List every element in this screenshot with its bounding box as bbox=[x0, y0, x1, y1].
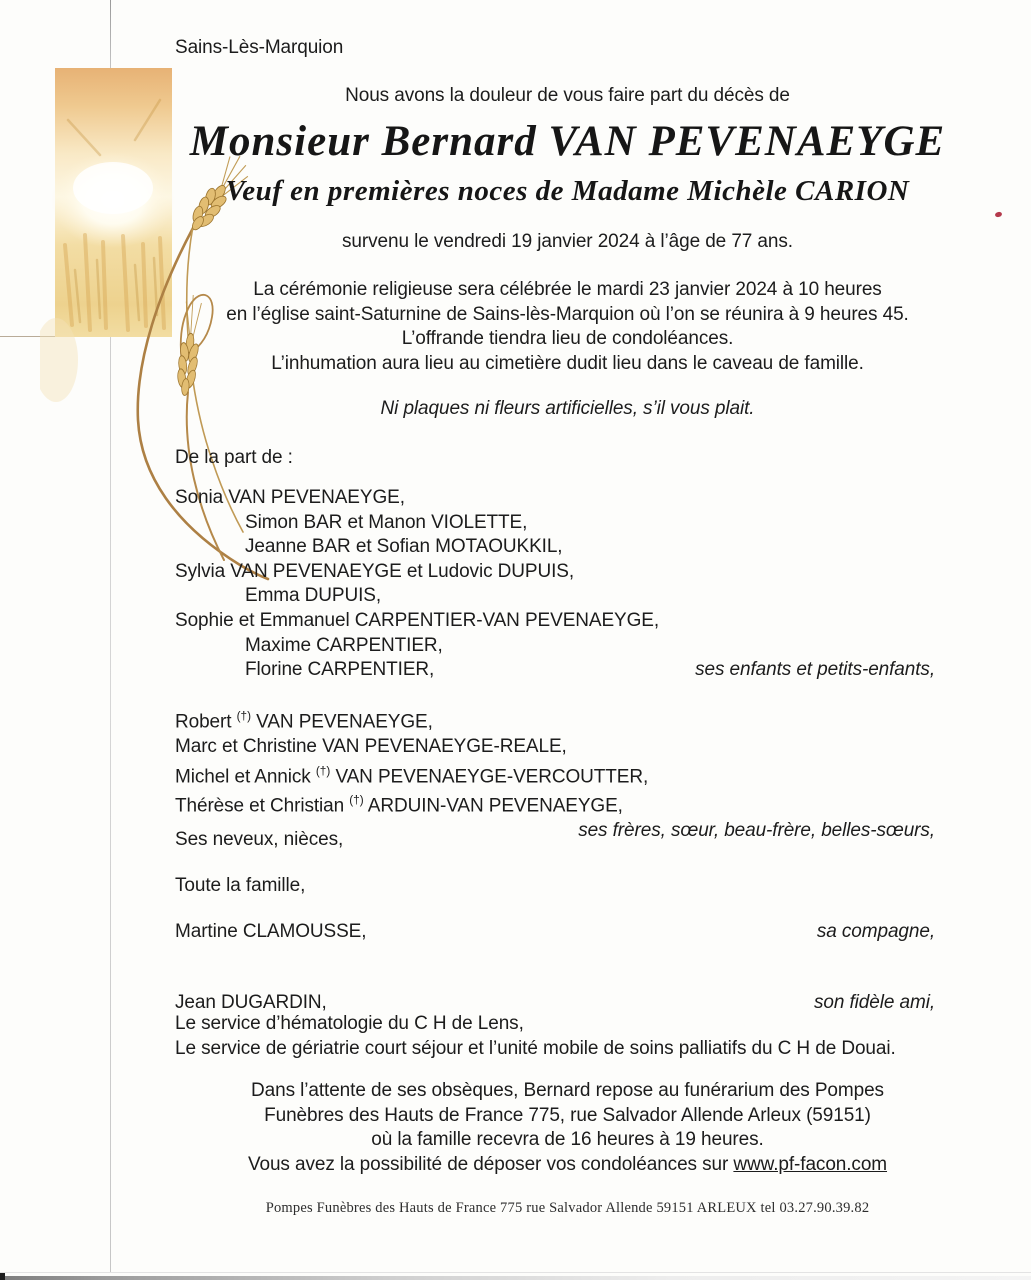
list-item: Simon BAR et Manon VIOLETTE, bbox=[245, 511, 528, 533]
family-line: Toute la famille, bbox=[175, 875, 306, 896]
closing-line: Dans l’attente de ses obsèques, Bernard repose au funérarium des Pompes bbox=[251, 1080, 884, 1101]
relation-friend: son fidèle ami, bbox=[813, 991, 935, 1013]
children-list bbox=[175, 486, 960, 683]
service-line: Le service d’hématologie du C H de Lens, bbox=[175, 1013, 524, 1034]
relation-children: ses enfants et petits-enfants, bbox=[695, 659, 935, 681]
ceremony-paragraph bbox=[175, 278, 960, 376]
list-item: Sophie et Emmanuel CARPENTIER-VAN PEVENAEYGE, bbox=[175, 609, 660, 631]
death-date-line: survenu le vendredi 19 janvier 2024 à l’âge de 77 ans. bbox=[342, 231, 793, 252]
ceremony-line: en l’église saint-Saturnine de Sains-lès-Marquion où l’on se réunira à 9 heures 45. bbox=[226, 303, 909, 325]
relation-companion: sa compagne, bbox=[816, 921, 935, 942]
from-label: De la part de : bbox=[175, 447, 293, 468]
ceremony-line: L’offrande tiendra lieu de condoléances. bbox=[401, 328, 734, 349]
list-item: Michel et Annick (†) VAN PEVENAEYGE-VERCOUTTER, bbox=[175, 764, 649, 787]
widower-subtitle: Veuf en premières noces de Madame Michèle CARION bbox=[225, 175, 910, 207]
relation-siblings: ses frères, sœur, beau-frère, belles-sœurs, bbox=[578, 820, 935, 842]
list-item: Marc et Christine VAN PEVENAEYGE-REALE, bbox=[175, 735, 567, 757]
companion-name: Martine CLAMOUSSE, bbox=[175, 921, 367, 942]
closing-line: où la famille recevra de 16 heures à 19 heures. bbox=[371, 1129, 764, 1150]
deceased-dagger: (†) bbox=[236, 710, 251, 723]
siblings-list bbox=[175, 705, 960, 844]
companion-line bbox=[175, 920, 960, 945]
friend-name: Jean DUGARDIN, bbox=[175, 991, 327, 1013]
list-item: Thérèse et Christian (†) ARDUIN-VAN PEVENAEYGE, bbox=[175, 794, 623, 817]
condolences-link[interactable]: www.pf-facon.com bbox=[733, 1153, 888, 1175]
funeral-home-footer: Pompes Funèbres des Hauts de France 775 rue Salvador Allende 59151 ARLEUX tel 03.27.90.39.82 bbox=[265, 1200, 870, 1216]
deceased-dagger: (†) bbox=[315, 764, 331, 778]
closing-line: Vous avez la possibilité de déposer vos condoléances sur www.pf-facon.com bbox=[247, 1153, 888, 1175]
red-ink-dot bbox=[994, 211, 1002, 218]
deceased-name-title: Monsieur Bernard VAN PEVENAEYGE bbox=[189, 118, 946, 165]
ceremony-line: L’inhumation aura lieu au cimetière dudit lieu dans le caveau de famille. bbox=[271, 352, 864, 374]
hospital-services bbox=[175, 1011, 960, 1061]
no-flowers-request: Ni plaques ni fleurs artificielles, s’il vous plait. bbox=[380, 398, 755, 419]
ceremony-line: La cérémonie religieuse sera célébrée le mardi 23 janvier 2024 à 10 heures bbox=[253, 279, 882, 300]
list-item: Jeanne BAR et Sofian MOTAOUKKIL, bbox=[245, 536, 563, 558]
list-item: Florine CARPENTIER, ses enfants et petits-enfants, bbox=[175, 658, 960, 683]
scan-corner-mark bbox=[0, 1273, 5, 1280]
announcement-text bbox=[175, 0, 960, 1280]
nephews-line: Ses neveux, nièces, bbox=[175, 829, 344, 850]
list-item: Maxime CARPENTIER, bbox=[245, 634, 443, 656]
city-label: Sains-Lès-Marquion bbox=[175, 37, 344, 58]
closing-line: Funèbres des Hauts de France 775, rue Salvador Allende Arleux (59151) bbox=[264, 1104, 871, 1126]
list-item: Sonia VAN PEVENAEYGE, bbox=[175, 487, 405, 508]
list-item: Emma DUPUIS, bbox=[245, 585, 382, 607]
intro-line: Nous avons la douleur de vous faire part du décès de bbox=[345, 85, 790, 106]
closing-paragraph bbox=[175, 1079, 960, 1177]
service-line: Le service de gériatrie court séjour et l’unité mobile de soins palliatifs du C H de Douai. bbox=[175, 1038, 896, 1059]
deceased-dagger: (†) bbox=[349, 794, 364, 808]
list-item: Robert (†) VAN PEVENAEYGE, bbox=[175, 710, 433, 733]
list-item: Sylvia VAN PEVENAEYGE et Ludovic DUPUIS, bbox=[175, 560, 575, 582]
